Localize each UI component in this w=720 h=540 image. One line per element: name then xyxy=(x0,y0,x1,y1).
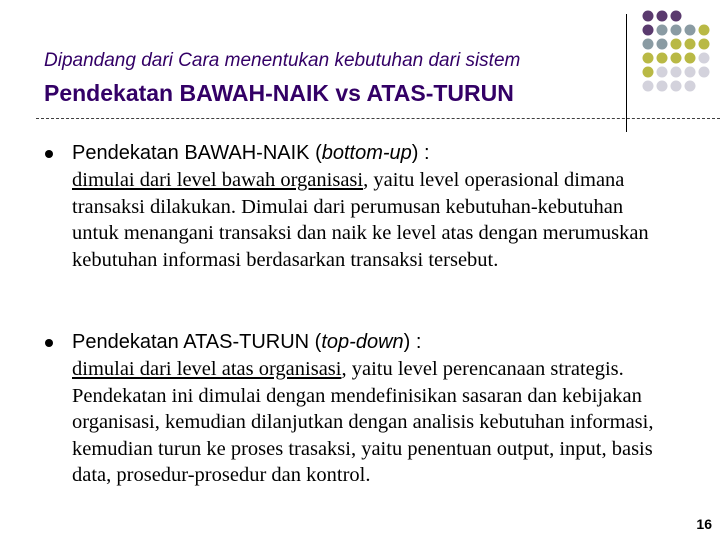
bullet-heading-italic: bottom-up xyxy=(321,142,412,164)
decor-dot xyxy=(657,11,668,22)
decor-dot xyxy=(643,67,654,78)
bullet-heading-text: Pendekatan BAWAH-NAIK ( xyxy=(72,142,322,164)
decor-dot xyxy=(657,25,668,36)
bullet-heading xyxy=(72,330,662,354)
decor-dot xyxy=(657,39,668,50)
decor-dot xyxy=(671,11,682,22)
bullet-heading-italic: top-down xyxy=(321,331,404,353)
slide-title: Pendekatan BAWAH-NAIK vs ATAS-TURUN xyxy=(44,80,514,106)
vertical-divider xyxy=(626,14,627,132)
bullet-dot xyxy=(45,339,53,347)
bullet-heading-end: ) : xyxy=(403,331,422,353)
bullet-body-text: , yaitu level operasional dimana transaksi dilakukan. Dimulai dari perumusan kebutuhan-kebutuhan untuk menangani transaksi dan naik ke level atas dengan merumuskan kebutuhan informasi berdasarkan transaksi tersebut. xyxy=(72,169,649,271)
decor-dot xyxy=(699,39,710,50)
bullet-body xyxy=(72,356,662,489)
bullet-body-text: , yaitu level perencanaan strategis. Pendekatan ini dimulai dengan mendefinisikan sasaran dan kebijakan organisasi, kemudian dilanjutkan dengan analisis kebutuhan informasi, kemudian turun ke proses trasaksi, yaitu penentuan output, input, basis data, prosedur-prosedur dan kontrol. xyxy=(72,358,654,486)
decor-dot xyxy=(671,39,682,50)
bullet-heading xyxy=(72,141,672,165)
underlined-phrase: dimulai dari level atas organisasi xyxy=(72,358,342,380)
decor-dot xyxy=(685,81,696,92)
bullet-heading-end: ) : xyxy=(411,142,430,164)
slide-subtitle: Dipandang dari Cara menentukan kebutuhan dari sistem xyxy=(44,50,521,71)
page-number: 16 xyxy=(696,516,712,532)
bullet-heading-text: Pendekatan ATAS-TURUN ( xyxy=(72,331,322,353)
decor-dot xyxy=(671,81,682,92)
decor-dot xyxy=(657,67,668,78)
decorative-dot-grid xyxy=(638,8,720,118)
bullet-dot xyxy=(45,150,53,158)
decor-dot xyxy=(671,67,682,78)
underlined-phrase: dimulai dari level bawah organisasi xyxy=(72,169,364,191)
decor-dot xyxy=(685,53,696,64)
decor-dot xyxy=(657,81,668,92)
decor-dot xyxy=(643,81,654,92)
decor-dot xyxy=(671,25,682,36)
decor-dot xyxy=(643,53,654,64)
bullet-item-top-down xyxy=(72,330,662,489)
decor-dot xyxy=(657,53,668,64)
decor-dot xyxy=(699,25,710,36)
decor-dot xyxy=(699,53,710,64)
decor-dot xyxy=(685,25,696,36)
title-divider xyxy=(36,118,720,119)
decor-dot xyxy=(643,25,654,36)
decor-dot xyxy=(643,11,654,22)
decor-dot xyxy=(685,39,696,50)
decor-dot xyxy=(643,39,654,50)
bullet-body xyxy=(72,167,672,273)
decor-dot xyxy=(671,53,682,64)
decor-dot xyxy=(699,67,710,78)
bullet-item-bottom-up xyxy=(72,141,672,273)
decor-dot xyxy=(685,67,696,78)
